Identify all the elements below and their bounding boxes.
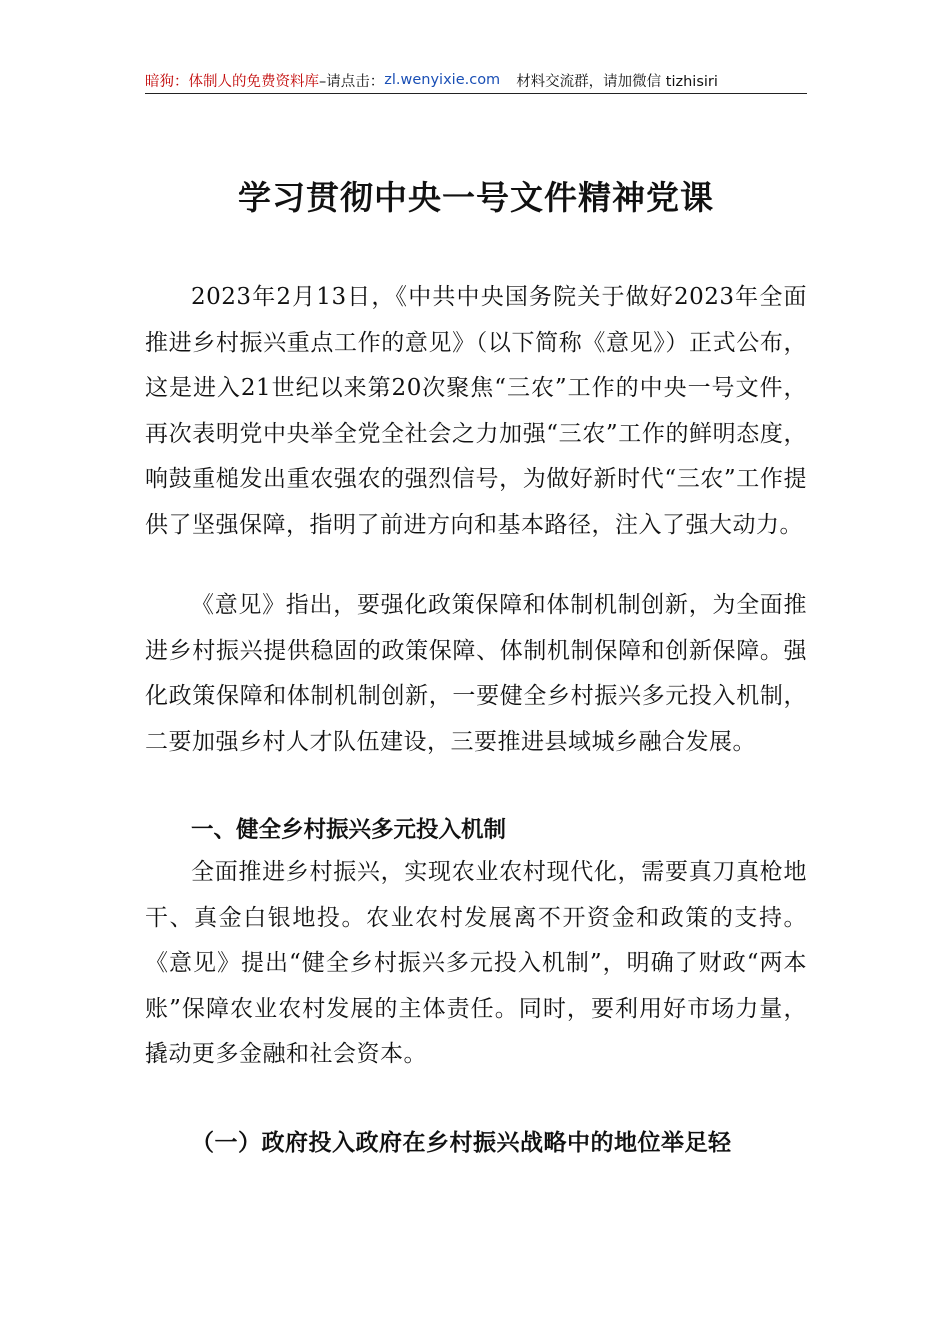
header-url-link[interactable]: zl.wenyixie.com: [384, 72, 501, 88]
header-divider: [145, 93, 807, 94]
header-site-name: 暗狗：体制人的免费资料库: [145, 73, 319, 90]
document-title: 学习贯彻中央一号文件精神党课: [238, 178, 714, 217]
header-wechat-note: 材料交流群，请加微信 tizhisiri: [516, 73, 718, 90]
paragraph-investment: 全面推进乡村振兴，实现农业农村现代化，需要真刀真枪地干、真金白银地投。农业农村发展离不开资金和政策的支持。《意见》提出“健全乡村振兴多元投入机制”，明确了财政“两本账”保障农业农村发展的主体责任。同时，要利用好市场力量，撬动更多金融和社会资本。: [145, 859, 807, 1067]
page-header: [145, 68, 807, 92]
section-heading: 一、健全乡村振兴多元投入机制: [191, 817, 507, 843]
paragraph-intro: 2023年2月13日，《中共中央国务院关于做好2023年全面推进乡村振兴重点工作的意见》（以下简称《意见》）正式公布，这是进入21世纪以来第20次聚焦“三农”工作的中央一号文件，再次表明党中央举全党全社会之力加强“三农”工作的鲜明态度，响鼓重槌发出重农强农的强烈信号，为做好新时代“三农”工作提供了坚强保障，指明了前进方向和基本路径，注入了强大动力。: [145, 284, 807, 538]
header-click-prompt: –请点击：: [319, 73, 385, 90]
paragraph-opinion-summary: 《意见》指出，要强化政策保障和体制机制创新，为全面推进乡村振兴提供稳固的政策保障、体制机制保障和创新保障。强化政策保障和体制机制创新，一要健全乡村振兴多元投入机制，二要加强乡村人才队伍建设，三要推进县域城乡融合发展。: [145, 592, 807, 755]
subsection-heading: （一）政府投入政府在乡村振兴战略中的地位举足轻: [191, 1129, 732, 1156]
